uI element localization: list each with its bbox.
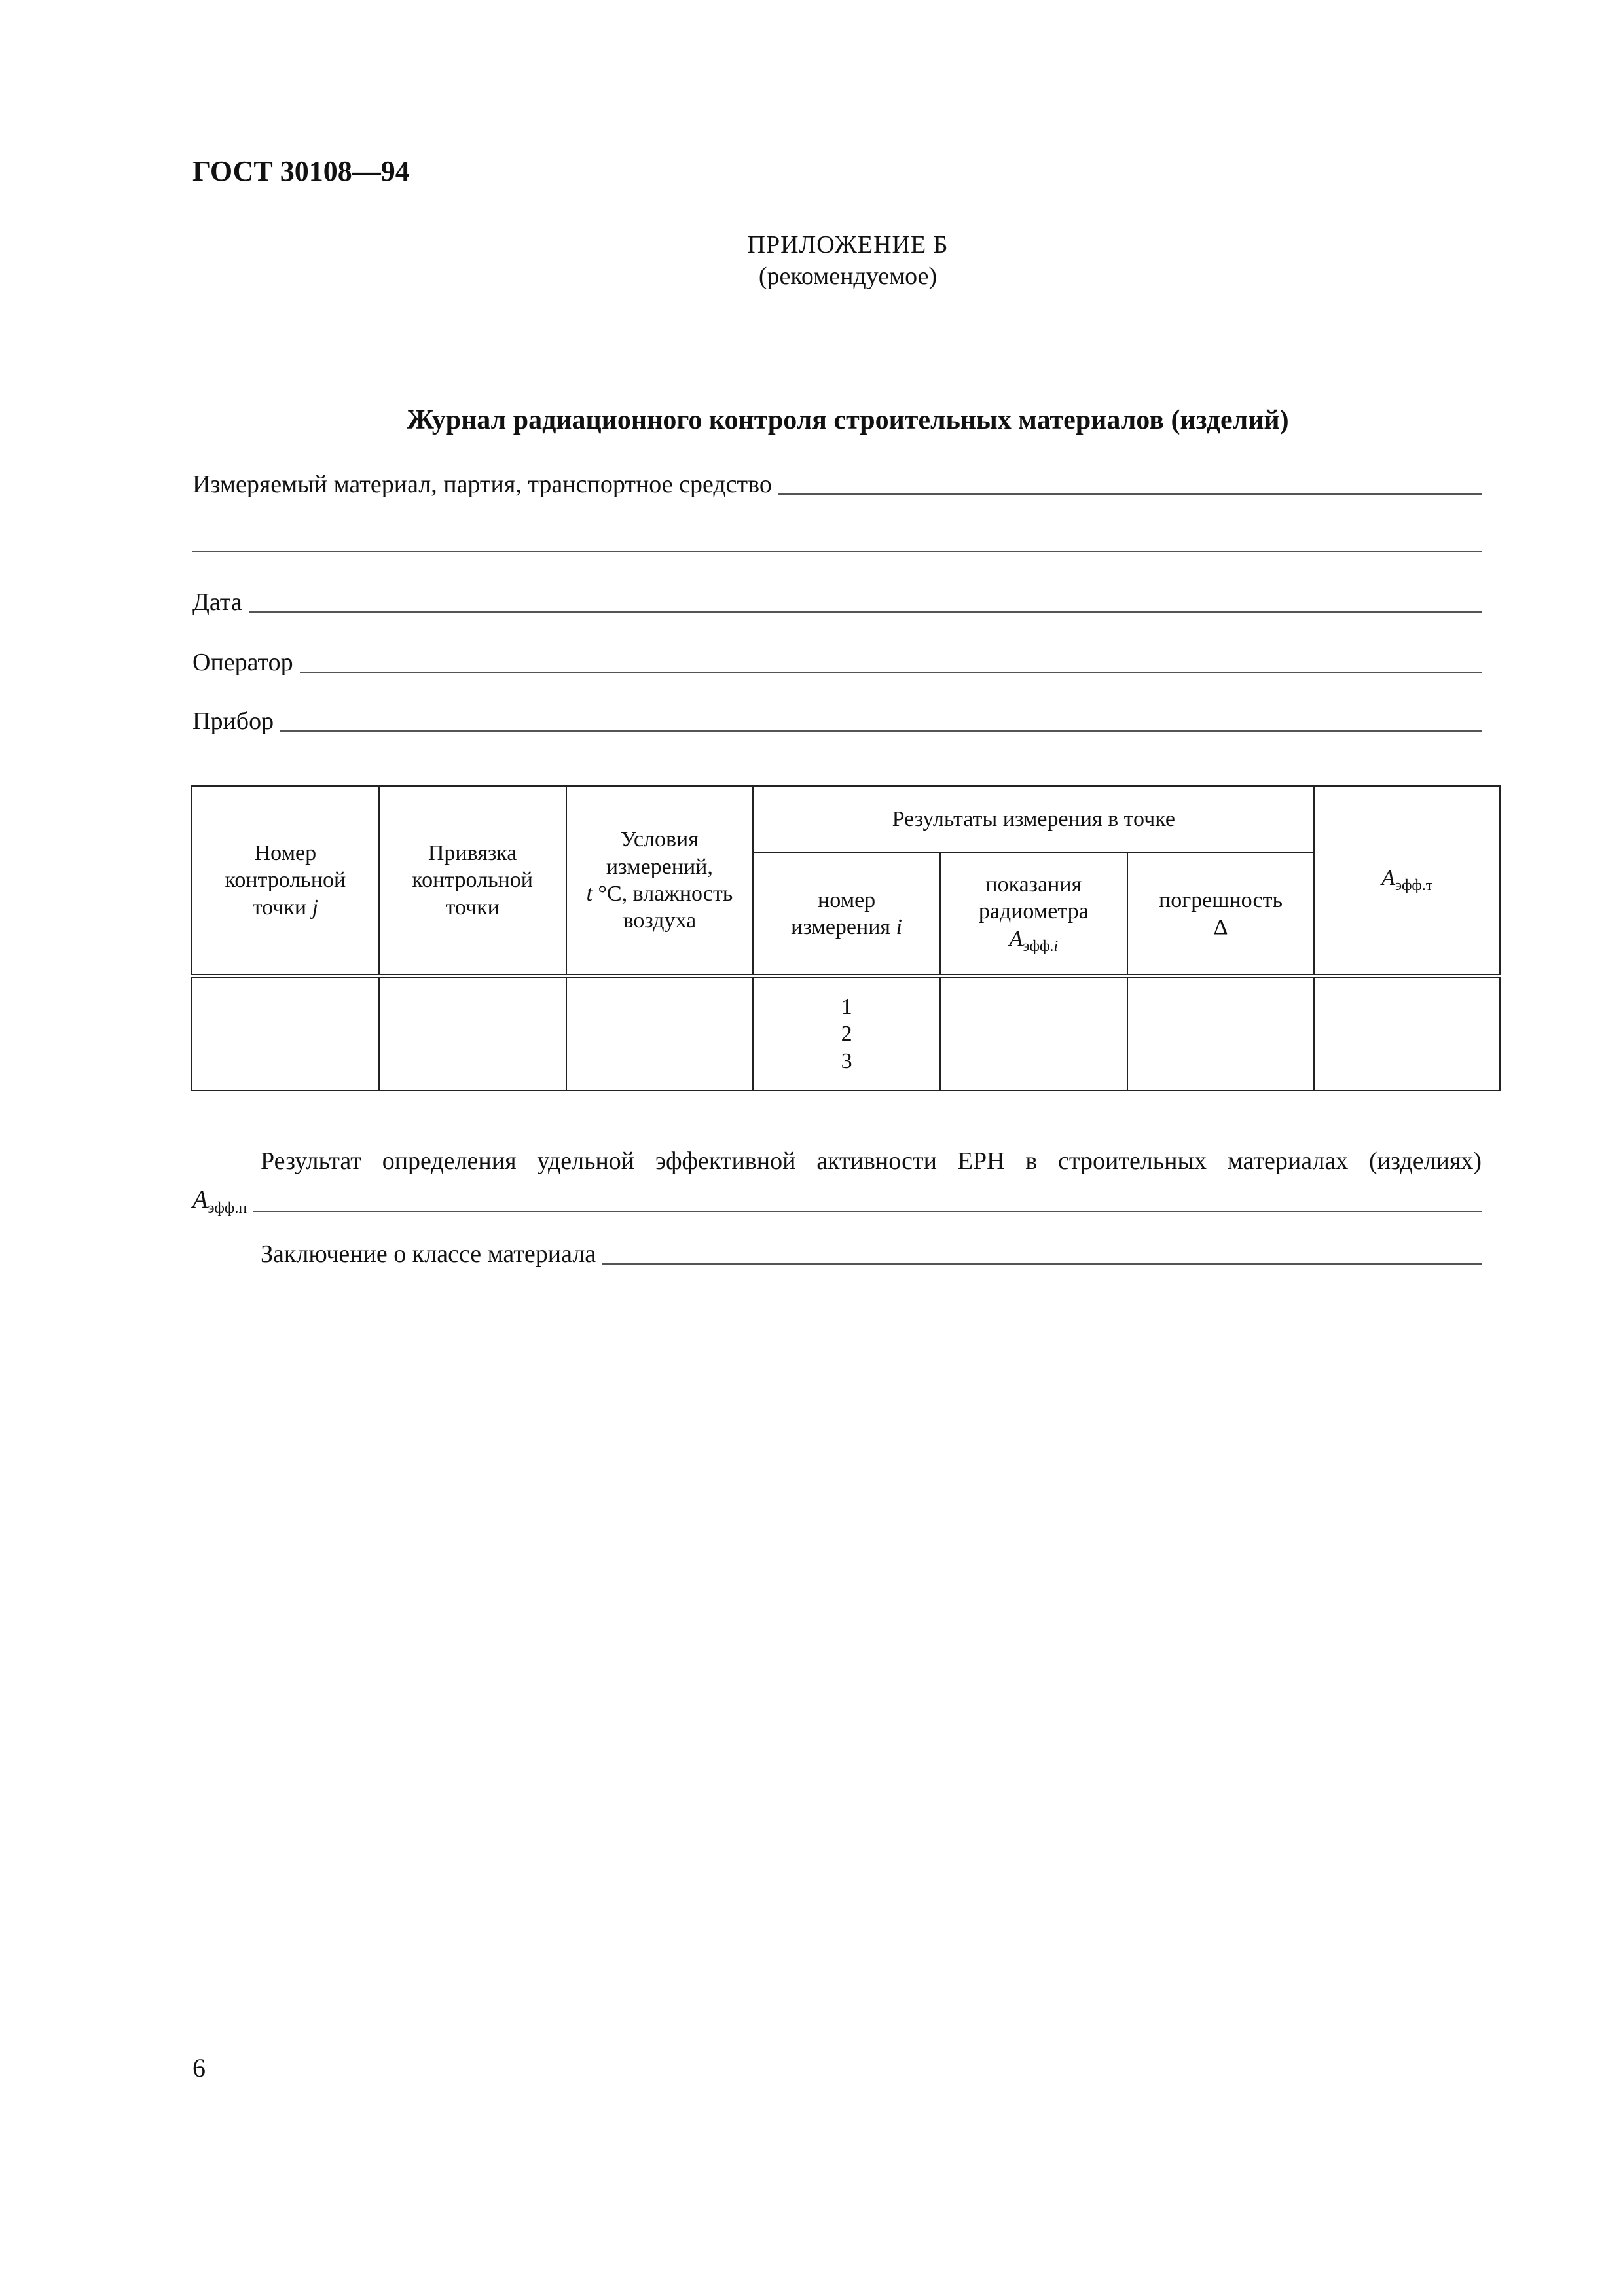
- date-blank-line[interactable]: [249, 611, 1482, 613]
- date-label: Дата: [192, 588, 242, 616]
- material-blank-line-2[interactable]: [192, 551, 1482, 552]
- appendix-title: ПРИЛОЖЕНИЕ Б: [747, 231, 949, 259]
- material-field-continuation[interactable]: [192, 524, 1482, 556]
- header-measurement-conditions: Условия измерений, t °С, влажность воздуха: [566, 786, 754, 977]
- measurement-number-3: 3: [841, 1049, 852, 1073]
- cell-radiometer-readings[interactable]: [940, 977, 1127, 1091]
- cell-error[interactable]: [1127, 977, 1315, 1091]
- material-label: Измеряемый материал, партия, транспортное средство: [192, 471, 772, 498]
- operator-field[interactable]: [192, 644, 1482, 677]
- device-field[interactable]: [192, 703, 1482, 736]
- result-blank-line[interactable]: [253, 1211, 1482, 1212]
- measurement-number-2: 2: [841, 1022, 852, 1047]
- result-symbol: $A_{эфф.п}$: [192, 1186, 247, 1217]
- cell-a-eff-t[interactable]: [1314, 977, 1500, 1091]
- cell-measurement-numbers: [753, 977, 940, 1091]
- material-field[interactable]: [192, 466, 1482, 499]
- document-code: ГОСТ 30108—94: [192, 155, 410, 187]
- cell-control-point-binding[interactable]: [379, 977, 566, 1091]
- operator-label: Оператор: [192, 649, 293, 676]
- result-field[interactable]: [192, 1185, 1482, 1217]
- header-control-point-number: Номер контрольной точки j: [192, 786, 379, 977]
- date-field[interactable]: [192, 584, 1482, 617]
- device-blank-line[interactable]: [280, 730, 1482, 732]
- cell-measurement-conditions[interactable]: [566, 977, 754, 1091]
- header-radiometer-readings: показания радиометра $A_{эфф.i}$: [940, 853, 1127, 977]
- journal-table: [191, 785, 1501, 1091]
- device-label: Прибор: [192, 708, 274, 735]
- result-text: Результат определения удельной эффективной активности ЕРН в строительных материалах (изделиях): [261, 1147, 1482, 1175]
- header-a-eff-t: $A_{эфф.т}$: [1314, 786, 1500, 977]
- header-measurement-number: номер измерения i: [753, 853, 940, 977]
- measurement-number-1: 1: [841, 994, 852, 1019]
- operator-blank-line[interactable]: [300, 672, 1482, 673]
- header-results-group: Результаты измерения в точке: [753, 786, 1314, 853]
- header-control-point-binding: Привязка контрольной точки: [379, 786, 566, 977]
- journal-title: Журнал радиационного контроля строительных материалов (изделий): [407, 405, 1289, 435]
- cell-control-point-number[interactable]: [192, 977, 379, 1091]
- appendix-subtitle: (рекомендуемое): [758, 262, 938, 290]
- conclusion-label: Заключение о классе материала: [261, 1240, 596, 1268]
- page-number: 6: [192, 2053, 206, 2083]
- conclusion-blank-line[interactable]: [602, 1263, 1482, 1265]
- material-blank-line[interactable]: [778, 493, 1482, 495]
- header-error: погрешность Δ: [1127, 853, 1315, 977]
- conclusion-field[interactable]: [261, 1236, 1482, 1268]
